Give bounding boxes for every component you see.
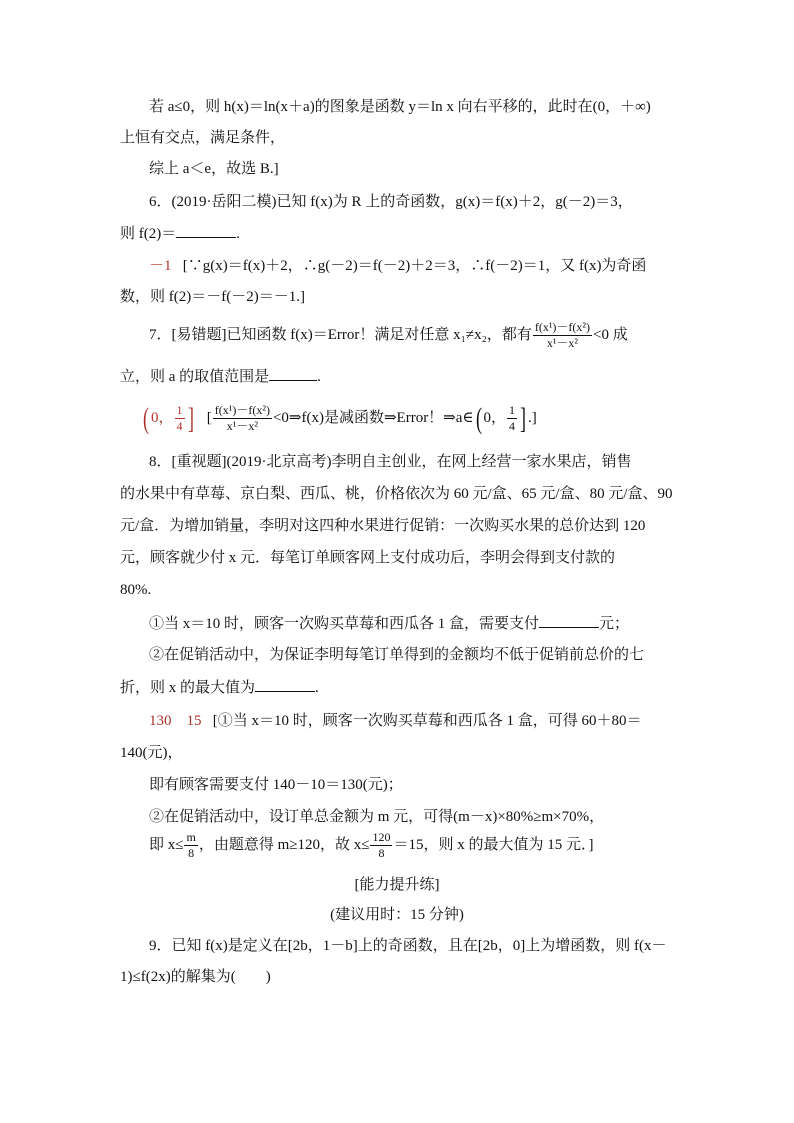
question-8-line: 元/盒．为增加销量，李明对这四种水果进行促销：一次购买水果的总价达到 120 <box>120 518 646 534</box>
answer-explanation: ，由题意得 m≥120，故 x≤ <box>198 837 370 853</box>
question-text: 立，则 a 的取值范围是 <box>120 369 270 385</box>
question-9-line: 1)≤f(2x)的解集为( ) <box>120 969 271 985</box>
question-7-line <box>120 364 321 389</box>
fraction: $\frac{\text{f(x¹)－f(x²)}}{\text{x¹－x²}}$ <box>534 320 591 351</box>
question-9-line: 9．已知 f(x)是定义在[2b，1－b]上的奇函数，且在[2b，0]上为增函数，则 f(x－ <box>149 938 667 954</box>
question-8-line: 的水果中有草莓、京白梨、西瓜、桃，价格依次为 60 元/盒、65 元/盒、80 元/盒、90 <box>120 486 673 502</box>
answer-6-line <box>149 254 646 278</box>
close-bracket: ] <box>520 401 527 435</box>
question-7-line <box>149 320 628 351</box>
question-6-line: 6．(2019·岳阳二模)已知 f(x)为 R 上的奇函数，g(x)＝f(x)＋2，g(－2)＝3， <box>149 194 633 210</box>
answer-explanation: [ <box>206 410 212 426</box>
text-line: 若 a≤0，则 h(x)＝ln(x＋a)的图象是函数 y＝ln x 向右平移的，此时在(0，＋∞) <box>149 99 651 115</box>
text-line: 上恒有交点，满足条件， <box>120 130 286 146</box>
answer-6-line: 数，则 f(2)＝－f(－2)＝－1.] <box>120 289 305 305</box>
question-text: 7．[易错题]已知函数 f(x)＝Error！满足对任意 x₁≠x₂，都有 <box>149 327 532 343</box>
question-8-line: 8．[重视题](2019·北京高考)李明自主创业，在网上经营一家水果店，销售 <box>149 454 632 470</box>
question-8-line: 元，顾客就少付 x 元．每笔订单顾客网上支付成功后，李明会得到支付款的 <box>120 550 616 566</box>
answer-8-line: ②在促销活动中，设订单总金额为 m 元，可得(m－x)×80%≥m×70%， <box>149 809 605 825</box>
question-text: 元； <box>599 616 630 632</box>
answer-explanation: <0⇒f(x)是减函数⇒Error！⇒a∈ <box>272 410 474 426</box>
answer-blank <box>269 364 317 381</box>
answer-blank <box>176 221 236 238</box>
text-line: 综上 a＜e，故选 B.] <box>149 161 279 177</box>
close-bracket: ] <box>187 401 194 435</box>
question-text: ①当 x＝10 时，顾客一次购买草莓和西瓜各 1 盒，需要支付 <box>149 616 540 632</box>
open-paren: ( <box>475 401 482 435</box>
punct: . <box>315 680 319 696</box>
punct: . <box>317 369 321 385</box>
answer-explanation: .] <box>528 410 537 426</box>
question-8-line: 80%. <box>120 582 152 598</box>
answer-explanation: [①当 x＝10 时，顾客一次购买草莓和西瓜各 1 盒，可得 60＋80＝ <box>212 713 642 729</box>
answer-8-line <box>149 709 642 733</box>
answer-value: －1 <box>149 258 172 274</box>
answer-value: 15 <box>186 713 202 729</box>
answer-explanation: ＝15，则 x 的最大值为 15 元．] <box>393 837 594 853</box>
answer-value: 0， <box>151 410 174 426</box>
fraction: $\frac{120}{8}$ <box>372 830 391 861</box>
fraction: $\frac{1}{4}$ <box>176 403 183 434</box>
answer-8-line: 140(元)， <box>120 745 183 761</box>
fraction: $\frac{\text{f(x¹)－f(x²)}}{\text{x¹－x²}}$ <box>214 403 270 434</box>
question-8-line <box>149 611 629 636</box>
answer-value: 130 <box>149 713 172 729</box>
answer-blank <box>539 611 599 628</box>
fraction: $\frac{m}{8}$ <box>186 830 196 861</box>
answer-blank <box>255 675 315 692</box>
answer-8-line <box>149 828 593 862</box>
open-paren: ( <box>143 401 149 435</box>
section-title: [能力提升练] <box>354 877 440 893</box>
answer-explanation: [∵g(x)＝f(x)＋2，∴g(－2)＝f(－2)＋2＝3，∴f(－2)＝1，又 f(x)为奇函 <box>182 258 647 274</box>
answer-7-line <box>141 401 537 435</box>
question-text: 则 f(2)＝ <box>120 226 177 242</box>
question-text: <0 成 <box>593 327 628 343</box>
section-subtitle: (建议用时：15 分钟) <box>330 907 464 923</box>
question-8-line <box>120 675 319 700</box>
answer-8-line: 即有顾客需要支付 140－10＝130(元)； <box>149 777 403 793</box>
punct: . <box>236 226 240 242</box>
answer-explanation: 0， <box>483 410 507 426</box>
answer-explanation: 即 x≤ <box>149 837 184 853</box>
question-text: 折，则 x 的最大值为 <box>120 680 256 696</box>
question-6-line <box>120 221 240 246</box>
fraction: $\frac{1}{4}$ <box>509 403 516 434</box>
question-8-line: ②在促销活动中，为保证李明每笔订单得到的金额均不低于促销前总价的七 <box>149 647 645 663</box>
